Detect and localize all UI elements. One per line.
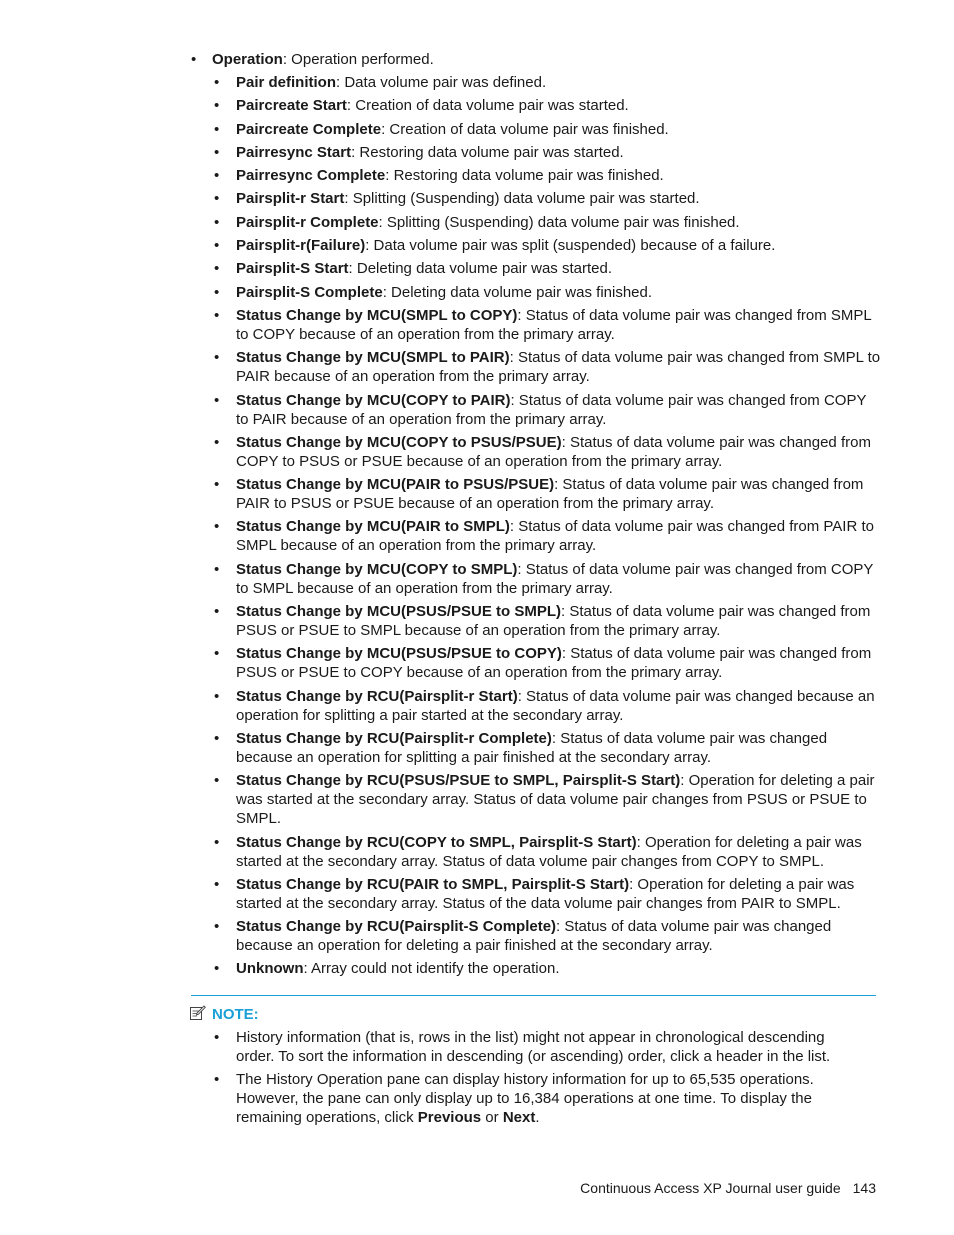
list-item [212, 348, 881, 386]
bullet: • [214, 97, 220, 115]
item-term: Pairresync Complete [236, 167, 386, 185]
bullet: • [214, 603, 220, 621]
item-term: Status Change by RCU(PSUS/PSUE to SMPL, Pairsplit-S Start) [236, 772, 681, 790]
list-item [212, 644, 881, 682]
list-item [212, 602, 881, 640]
item-desc: : Splitting (Suspending) data volume pair was finished. [378, 213, 740, 231]
note-label: NOTE: [212, 1005, 259, 1023]
list-item [212, 306, 881, 344]
item-desc: : Status of data volume pair was changed from SMPL to COPY because of an operation from the primary array. [236, 306, 872, 343]
item-desc: : Status of data volume pair was changed from PSUS or PSUE to COPY because of an operation from the primary array. [236, 645, 872, 682]
bullet: • [214, 190, 220, 208]
item-desc: : Creation of data volume pair was finished. [381, 120, 669, 138]
item-term: Status Change by MCU(PSUS/PSUE to COPY) [236, 645, 562, 663]
bullet: • [214, 433, 220, 451]
operation-values-list [212, 73, 881, 978]
item-term: Status Change by MCU(PAIR to PSUS/PSUE) [236, 476, 555, 494]
bullet: • [214, 1029, 220, 1046]
item-desc: : Restoring data volume pair was finished. [385, 167, 664, 185]
bullet: • [214, 391, 220, 409]
note-pencil-icon [189, 1004, 206, 1025]
item-term: Status Change by RCU(PAIR to SMPL, Pairsplit-S Start) [236, 875, 630, 893]
item-term: Pairsplit-r Complete [236, 213, 379, 231]
next-term: Next [502, 1109, 536, 1126]
list-item [212, 517, 881, 555]
item-desc: : Status of data volume pair was changed from COPY to PSUS or PSUE because of an operation from the primary array. [236, 433, 871, 470]
list-item [212, 213, 881, 232]
bullet: • [214, 74, 220, 91]
list-item [212, 391, 881, 429]
item-desc: : Splitting (Suspending) data volume pair was started. [344, 190, 700, 208]
list-item [212, 189, 881, 208]
item-term: Unknown [236, 960, 304, 978]
item-desc: : Status of data volume pair was changed from COPY to SMPL because of an operation from the primary array. [236, 560, 874, 597]
item-desc: : Status of data volume pair was changed because an operation for splitting a pair finished at the secondary array. [236, 729, 828, 766]
list-item [212, 959, 881, 978]
list-item [212, 236, 881, 255]
bullet: • [214, 213, 220, 231]
note-header [189, 1004, 259, 1024]
note-item [212, 1028, 852, 1066]
page-number: 143 [852, 1180, 876, 1196]
item-desc: : Operation for deleting a pair was started at the secondary array. Status of data volume pair changes from COPY to SMPL. [236, 833, 862, 870]
item-term: Pair definition [236, 74, 337, 91]
item-term: Paircreate Complete [236, 120, 382, 138]
bullet: • [214, 560, 220, 578]
bullet: • [214, 960, 220, 978]
bullet: • [214, 476, 220, 494]
item-term: Pairsplit-r Start [236, 190, 345, 208]
item-term: Pairsplit-S Start [236, 260, 349, 278]
list-item [212, 73, 881, 92]
bullet: • [214, 167, 220, 185]
list-item [212, 729, 881, 767]
list-item [212, 120, 881, 139]
list-item [212, 475, 881, 513]
item-term: Status Change by RCU(Pairsplit-r Start) [236, 687, 518, 705]
item-desc: : Deleting data volume pair was started. [348, 260, 612, 278]
list-item [212, 283, 881, 302]
item-desc: : Deleting data volume pair was finished. [382, 283, 653, 301]
item-desc: : Status of data volume pair was changed from COPY to PAIR because of an operation from the primary array. [236, 391, 867, 428]
bullet: • [214, 729, 220, 747]
item-term: Pairsplit-r(Failure) [236, 237, 366, 255]
item-term: Status Change by RCU(Pairsplit-S Complete) [236, 918, 557, 936]
item-term: Status Change by MCU(SMPL to PAIR) [236, 349, 510, 367]
bullet: • [214, 237, 220, 255]
item-desc: : Data volume pair was split (suspended) because of a failure. [365, 237, 776, 255]
item-desc: : Array could not identify the operation. [303, 960, 560, 978]
item-desc: : Restoring data volume pair was started. [351, 143, 624, 161]
bullet: • [214, 875, 220, 893]
note-item [212, 1070, 852, 1127]
item-term: Pairsplit-S Complete [236, 283, 383, 301]
bullet: • [214, 306, 220, 324]
item-term: Paircreate Start [236, 97, 347, 115]
bullet: • [214, 518, 220, 536]
note-item-text: The History Operation pane can display history information for up to 65,535 operations. However, the pane can only display up to 16,384 operations at one time. To display the remaining operations, click [236, 1071, 814, 1126]
list-item [212, 833, 881, 871]
note-list [212, 1028, 852, 1131]
item-term: Status Change by RCU(Pairsplit-r Complete) [236, 729, 552, 747]
item-desc: : Status of data volume pair was changed from PAIR to PSUS or PSUE because of an operation from the primary array. [236, 476, 864, 513]
bullet: • [214, 349, 220, 367]
list-item [212, 433, 881, 471]
operation-list [191, 50, 881, 983]
item-desc: : Data volume pair was defined. [336, 74, 547, 91]
list-item [212, 143, 881, 162]
list-item [212, 687, 881, 725]
bullet: • [214, 143, 220, 161]
list-item [212, 917, 881, 955]
bullet: • [214, 772, 220, 790]
item-term: Status Change by MCU(COPY to PSUS/PSUE) [236, 433, 562, 451]
bullet: • [214, 120, 220, 138]
item-term: Status Change by MCU(PAIR to SMPL) [236, 518, 510, 536]
list-item [212, 259, 881, 278]
item-term: Status Change by MCU(PSUS/PSUE to SMPL) [236, 603, 562, 621]
bullet: • [214, 918, 220, 936]
item-desc: : Status of data volume pair was changed from PAIR to SMPL because of an operation from the primary array. [236, 518, 874, 555]
list-item [212, 166, 881, 185]
operation-term: Operation [212, 51, 283, 68]
item-desc: : Operation for deleting a pair was started at the secondary array. Status of data volume pair changes from PSUS or PSUE to SMPL. [236, 772, 875, 828]
bullet: • [214, 283, 220, 301]
item-term: Status Change by MCU(COPY to PAIR) [236, 391, 511, 409]
note-item-text: . [535, 1109, 540, 1126]
note-item-text: History information (that is, rows in the list) might not appear in chronological descending order. To sort the information in descending (or ascending) order, click a header in the list. [236, 1029, 831, 1065]
bullet: • [214, 833, 220, 851]
list-item [212, 96, 881, 115]
previous-term: Previous [417, 1109, 482, 1126]
item-desc: : Status of data volume pair was changed because an operation for deleting a pair finished at the secondary array. [236, 918, 832, 955]
item-term: Pairresync Start [236, 143, 352, 161]
item-desc: : Status of data volume pair was changed because an operation for splitting a pair started at the secondary array. [236, 687, 875, 724]
operation-desc: : Operation performed. [282, 51, 434, 68]
page-footer [580, 1180, 876, 1196]
item-desc: : Creation of data volume pair was started. [346, 97, 629, 115]
bullet: • [214, 645, 220, 663]
list-item [212, 875, 881, 913]
bullet: • [214, 1071, 220, 1088]
item-desc: : Operation for deleting a pair was started at the secondary array. Status of the data volume pair changes from PAIR to SMPL. [236, 875, 855, 912]
list-item [212, 771, 881, 828]
bullet: • [191, 51, 197, 68]
item-desc: : Status of data volume pair was changed from PSUS or PSUE to SMPL because of an operation from the primary array. [236, 603, 871, 640]
item-term: Status Change by MCU(COPY to SMPL) [236, 560, 518, 578]
bullet: • [214, 687, 220, 705]
list-item [212, 560, 881, 598]
note-divider [191, 995, 876, 996]
operation-item [191, 50, 881, 978]
note-item-text: or [481, 1109, 503, 1126]
item-term: Status Change by RCU(COPY to SMPL, Pairsplit-S Start) [236, 833, 637, 851]
footer-title: Continuous Access XP Journal user guide [580, 1180, 841, 1196]
item-term: Status Change by MCU(SMPL to COPY) [236, 306, 518, 324]
item-desc: : Status of data volume pair was changed from SMPL to PAIR because of an operation from the primary array. [236, 349, 881, 386]
bullet: • [214, 260, 220, 278]
